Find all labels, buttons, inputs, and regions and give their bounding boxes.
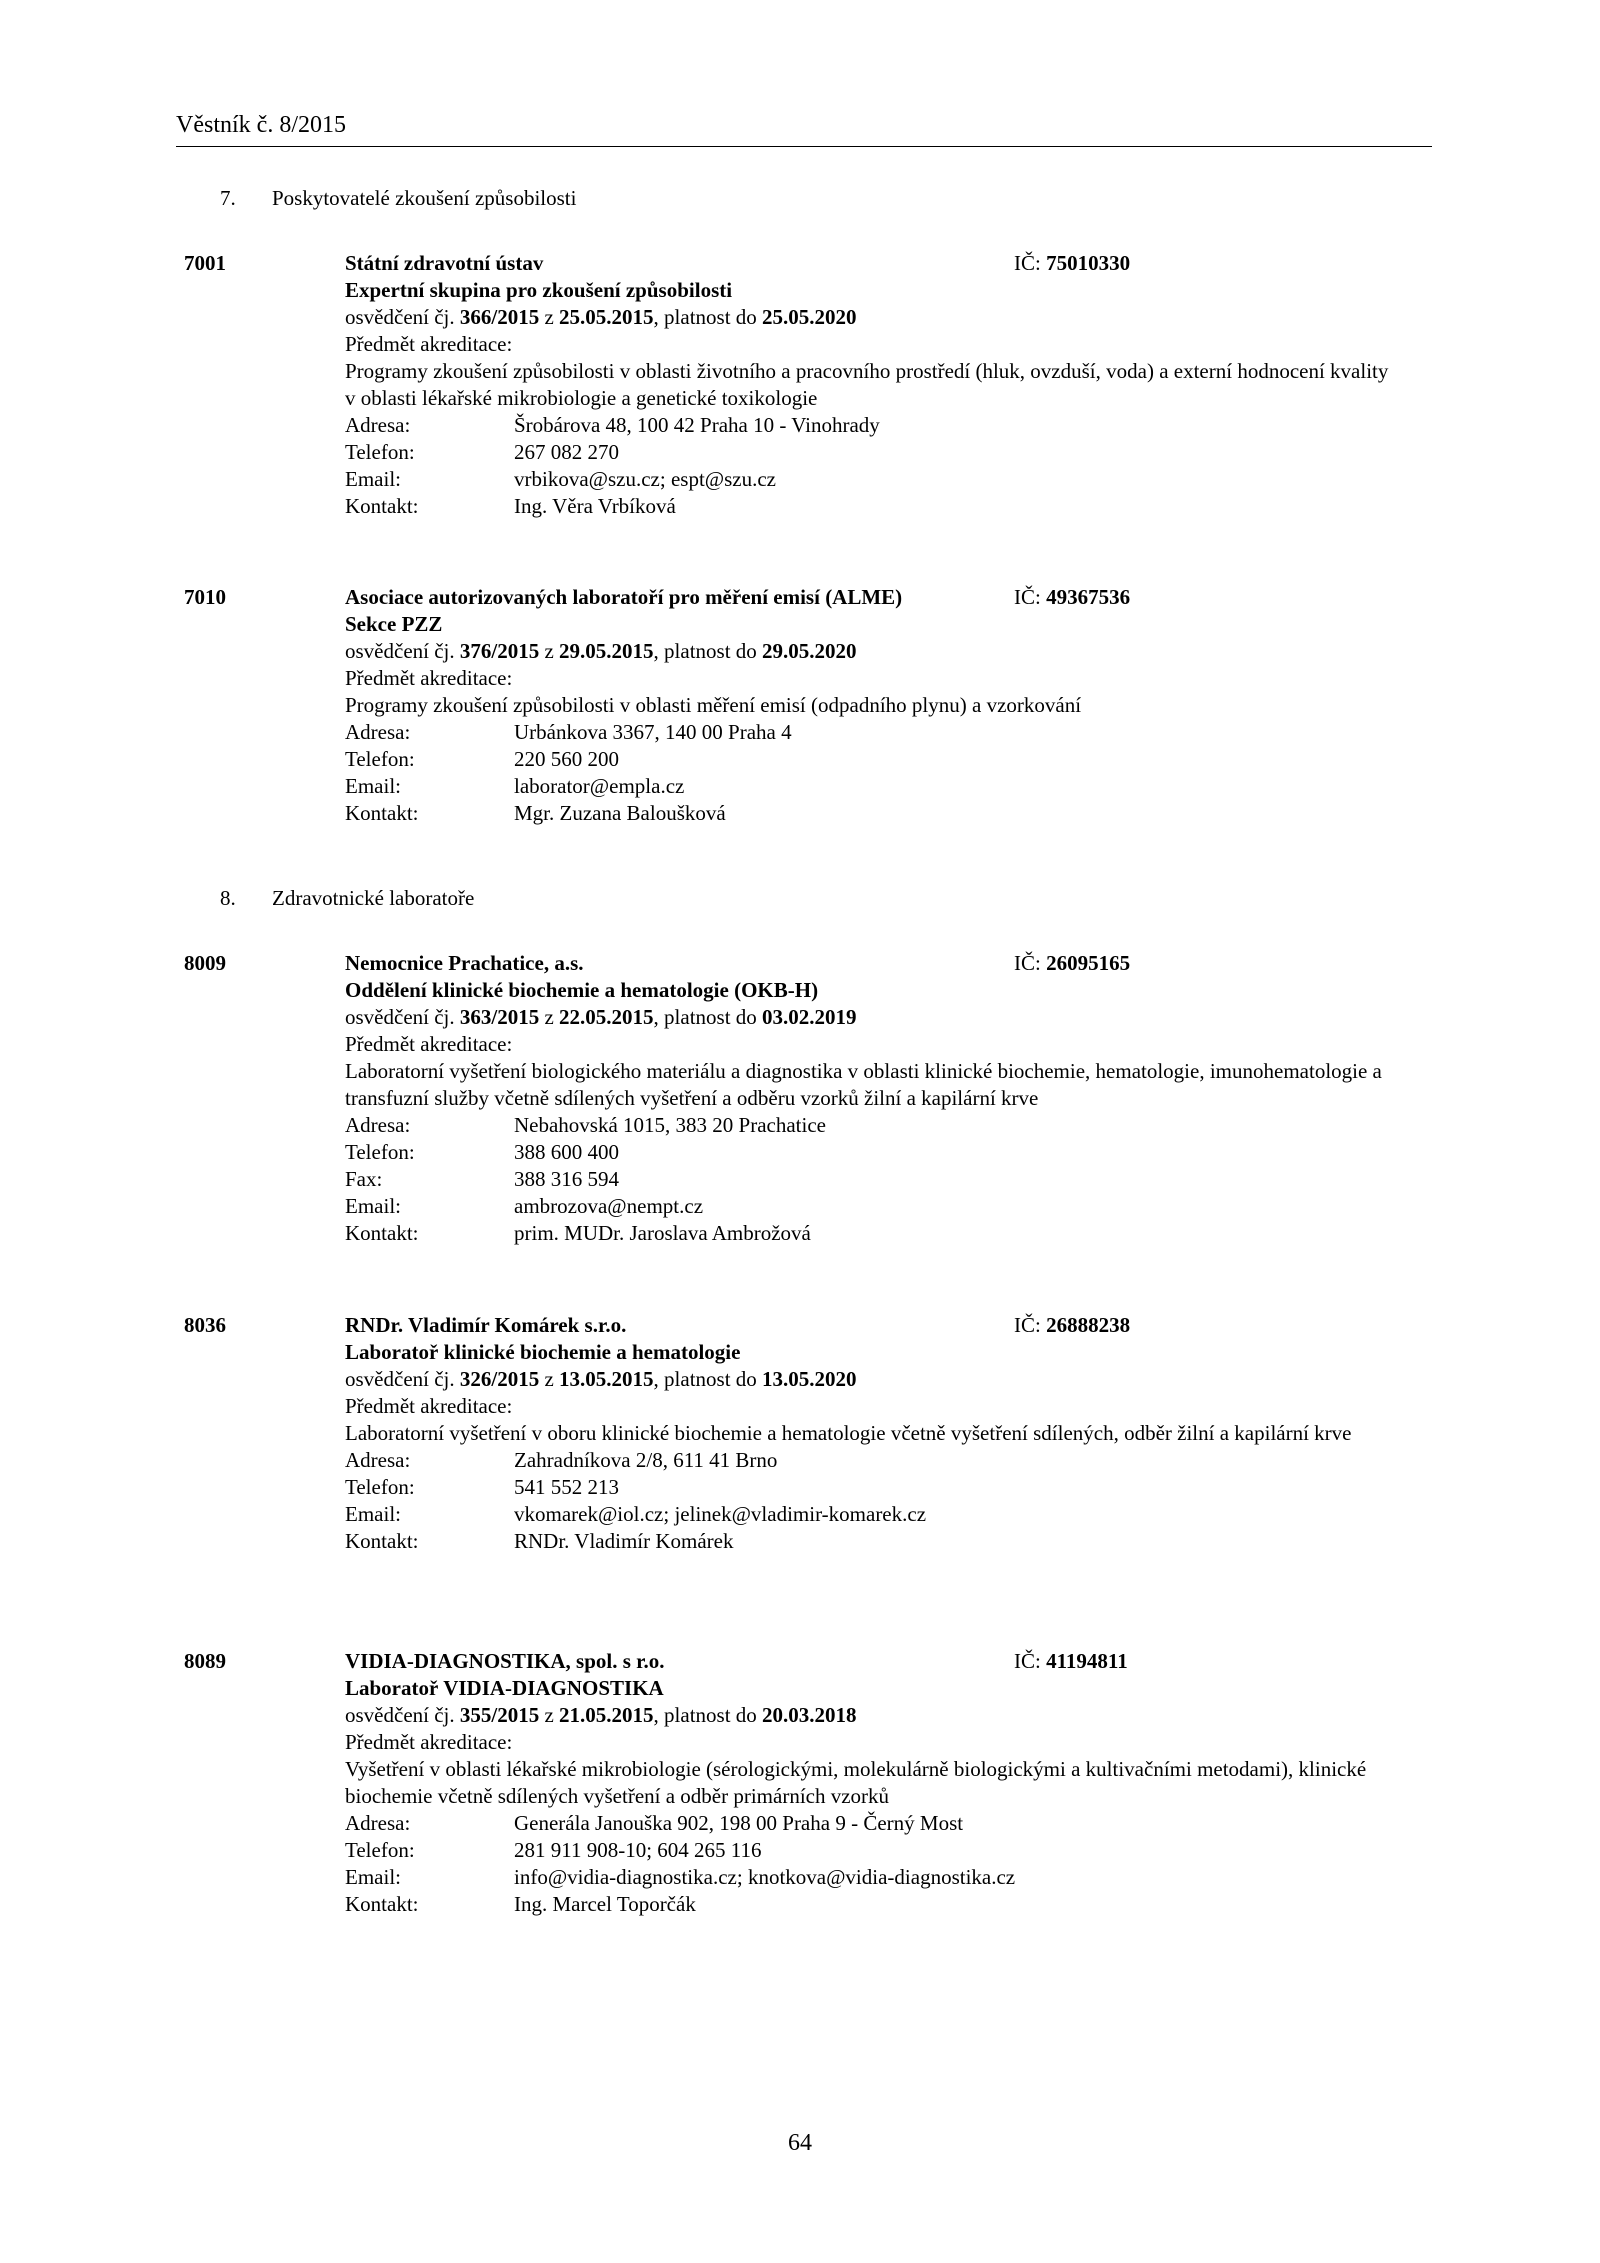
address-label: Adresa: [345, 1811, 411, 1835]
email-label: Email: [345, 1502, 401, 1526]
address-value: Zahradníkova 2/8, 611 41 Brno [514, 1448, 778, 1472]
contact-label: Kontakt: [345, 494, 419, 518]
org-name: Nemocnice Prachatice, a.s. [345, 951, 584, 975]
cert-valid-until: 20.03.2018 [762, 1703, 857, 1727]
contact-value: Mgr. Zuzana Baloušková [514, 801, 726, 825]
cert-validity-label: , platnost do [653, 1703, 757, 1727]
org-unit: Oddělení klinické biochemie a hematologie (OKB-H) [345, 978, 819, 1002]
cert-from: z [544, 1367, 554, 1391]
email-value: laborator@empla.cz [514, 774, 685, 798]
entry-code: 7010 [184, 585, 226, 609]
cert-number: 355/2015 [459, 1703, 540, 1727]
page-number: 64 [788, 2130, 812, 2156]
email-row [345, 1193, 1395, 1220]
scope-text: Vyšetření v oblasti lékařské mikrobiologie (sérologickými, molekulárně biologickými a kultivačními metodami), klinické biochemie včetně sdílených vyšetření a odběr primárních vzorků [345, 1757, 1367, 1808]
email-row [345, 466, 1395, 493]
email-value: info@vidia-diagnostika.cz; knotkova@vidia-diagnostika.cz [514, 1865, 1016, 1889]
section-title: Zdravotnické laboratoře [272, 886, 475, 910]
org-unit: Sekce PZZ [345, 612, 443, 636]
cert-valid-until: 29.05.2020 [762, 639, 857, 663]
header-title: Věstník č. 8/2015 [176, 112, 346, 138]
org-unit: Expertní skupina pro zkoušení způsobilosti [345, 278, 733, 302]
cert-date: 13.05.2015 [559, 1367, 654, 1391]
certificate-line [345, 638, 1395, 665]
cert-prefix: osvědčení čj. [345, 1005, 455, 1029]
cert-date: 29.05.2015 [559, 639, 654, 663]
ic-label: IČ: [1014, 1313, 1041, 1337]
ic-value: 26888238 [1046, 1313, 1131, 1337]
scope-text: Laboratorní vyšetření biologického materiálu a diagnostika v oblasti klinické biochemie, hematologie, imunohematologie a transfuzní služby včetně sdílených vyšetření a odběru vzorků žilní a kapilární krve [345, 1059, 1382, 1110]
phone-label: Telefon: [345, 1475, 415, 1499]
cert-validity-label: , platnost do [653, 639, 757, 663]
address-value: Nebahovská 1015, 383 20 Prachatice [514, 1113, 826, 1137]
address-value: Generála Janouška 902, 198 00 Praha 9 - Černý Most [514, 1811, 964, 1835]
contact-value: prim. MUDr. Jaroslava Ambrožová [514, 1221, 811, 1245]
ic-value: 75010330 [1046, 251, 1131, 275]
cert-prefix: osvědčení čj. [345, 639, 455, 663]
address-row [345, 412, 1395, 439]
entry-8036 [184, 1312, 1434, 1592]
address-label: Adresa: [345, 720, 411, 744]
phone-row [345, 746, 1395, 773]
cert-from: z [544, 305, 554, 329]
email-value: vkomarek@iol.cz; jelinek@vladimir-komarek.cz [514, 1502, 927, 1526]
phone-row [345, 1139, 1395, 1166]
ic-value: 49367536 [1046, 585, 1131, 609]
ic-label: IČ: [1014, 251, 1041, 275]
cert-prefix: osvědčení čj. [345, 1367, 455, 1391]
cert-valid-until: 13.05.2020 [762, 1367, 857, 1391]
cert-validity-label: , platnost do [653, 1367, 757, 1391]
email-value: vrbikova@szu.cz; espt@szu.cz [514, 467, 777, 491]
email-row [345, 1501, 1395, 1528]
scope-label: Předmět akreditace: [345, 666, 513, 690]
fax-row [345, 1166, 1395, 1193]
address-value: Urbánkova 3367, 140 00 Praha 4 [514, 720, 792, 744]
cert-number: 326/2015 [459, 1367, 540, 1391]
email-label: Email: [345, 1865, 401, 1889]
entry-code: 8089 [184, 1649, 226, 1673]
contact-label: Kontakt: [345, 1529, 419, 1553]
phone-value: 220 560 200 [514, 747, 619, 771]
cert-prefix: osvědčení čj. [345, 1703, 455, 1727]
ic-value: 26095165 [1046, 951, 1131, 975]
section-number: 7. [220, 186, 236, 210]
scope-label: Předmět akreditace: [345, 1032, 513, 1056]
email-row [345, 1864, 1395, 1891]
cert-from: z [544, 1005, 554, 1029]
certificate-line [345, 304, 1395, 331]
section-title: Poskytovatelé zkoušení způsobilosti [272, 186, 577, 210]
org-unit: Laboratoř VIDIA-DIAGNOSTIKA [345, 1676, 664, 1700]
address-label: Adresa: [345, 413, 411, 437]
cert-number: 376/2015 [459, 639, 540, 663]
cert-date: 25.05.2015 [559, 305, 654, 329]
org-name: RNDr. Vladimír Komárek s.r.o. [345, 1313, 627, 1337]
entry-code: 8009 [184, 951, 226, 975]
certificate-line [345, 1366, 1395, 1393]
cert-valid-until: 03.02.2019 [762, 1005, 857, 1029]
cert-number: 363/2015 [459, 1005, 540, 1029]
phone-value: 541 552 213 [514, 1475, 619, 1499]
certificate-line [345, 1702, 1395, 1729]
cert-validity-label: , platnost do [653, 305, 757, 329]
contact-row [345, 1220, 1395, 1247]
contact-label: Kontakt: [345, 801, 419, 825]
cert-from: z [544, 639, 554, 663]
phone-row [345, 439, 1395, 466]
entry-8089 [184, 1648, 1434, 1928]
address-row [345, 1810, 1395, 1837]
address-value: Šrobárova 48, 100 42 Praha 10 - Vinohrady [514, 413, 880, 437]
email-row [345, 773, 1395, 800]
email-value: ambrozova@nempt.cz [514, 1194, 704, 1218]
certificate-line [345, 1004, 1395, 1031]
cert-validity-label: , platnost do [653, 1005, 757, 1029]
email-label: Email: [345, 774, 401, 798]
address-row [345, 1112, 1395, 1139]
phone-value: 267 082 270 [514, 440, 619, 464]
cert-valid-until: 25.05.2020 [762, 305, 857, 329]
email-label: Email: [345, 467, 401, 491]
contact-value: Ing. Marcel Toporčák [514, 1892, 696, 1916]
email-label: Email: [345, 1194, 401, 1218]
scope-text: Programy zkoušení způsobilosti v oblasti životního a pracovního prostředí (hluk, ovzduší, voda) a externí hodnocení kvality v oblasti lékařské mikrobiologie a genetické toxikologie [345, 359, 1389, 410]
contact-label: Kontakt: [345, 1892, 419, 1916]
cert-prefix: osvědčení čj. [345, 305, 455, 329]
phone-label: Telefon: [345, 747, 415, 771]
entry-7010 [184, 584, 1434, 844]
entry-7001 [184, 250, 1434, 530]
cert-date: 22.05.2015 [559, 1005, 654, 1029]
phone-label: Telefon: [345, 1140, 415, 1164]
section-number: 8. [220, 886, 236, 910]
contact-row [345, 493, 1395, 520]
phone-row [345, 1474, 1395, 1501]
contact-row [345, 1528, 1395, 1555]
ic-label: IČ: [1014, 1649, 1041, 1673]
contact-row [345, 1891, 1395, 1918]
address-label: Adresa: [345, 1448, 411, 1472]
ic-value: 41194811 [1046, 1649, 1128, 1673]
phone-value: 388 600 400 [514, 1140, 619, 1164]
ic-label: IČ: [1014, 951, 1041, 975]
cert-number: 366/2015 [459, 305, 540, 329]
fax-value: 388 316 594 [514, 1167, 619, 1191]
address-label: Adresa: [345, 1113, 411, 1137]
org-name: VIDIA-DIAGNOSTIKA, spol. s r.o. [345, 1649, 665, 1673]
cert-date: 21.05.2015 [559, 1703, 654, 1727]
fax-label: Fax: [345, 1167, 383, 1191]
entry-8009 [184, 950, 1434, 1260]
entry-code: 7001 [184, 251, 226, 275]
phone-label: Telefon: [345, 440, 415, 464]
scope-text: Programy zkoušení způsobilosti v oblasti měření emisí (odpadního plynu) a vzorkování [345, 693, 1082, 717]
scope-label: Předmět akreditace: [345, 332, 513, 356]
contact-row [345, 800, 1395, 827]
section-heading-8 [220, 886, 474, 911]
contact-label: Kontakt: [345, 1221, 419, 1245]
scope-text: Laboratorní vyšetření v oboru klinické biochemie a hematologie včetně vyšetření sdílených, odběr žilní a kapilární krve [345, 1421, 1352, 1445]
ic-label: IČ: [1014, 585, 1041, 609]
phone-label: Telefon: [345, 1838, 415, 1862]
contact-value: Ing. Věra Vrbíková [514, 494, 676, 518]
section-heading-7 [220, 186, 576, 211]
phone-row [345, 1837, 1395, 1864]
org-name: Asociace autorizovaných laboratoří pro měření emisí (ALME) [345, 585, 903, 609]
address-row [345, 719, 1395, 746]
org-unit: Laboratoř klinické biochemie a hematologie [345, 1340, 741, 1364]
address-row [345, 1447, 1395, 1474]
phone-value: 281 911 908-10; 604 265 116 [514, 1838, 762, 1862]
cert-from: z [544, 1703, 554, 1727]
entry-code: 8036 [184, 1313, 226, 1337]
header-rule [176, 146, 1432, 147]
org-name: Státní zdravotní ústav [345, 251, 544, 275]
scope-label: Předmět akreditace: [345, 1730, 513, 1754]
contact-value: RNDr. Vladimír Komárek [514, 1529, 734, 1553]
scope-label: Předmět akreditace: [345, 1394, 513, 1418]
